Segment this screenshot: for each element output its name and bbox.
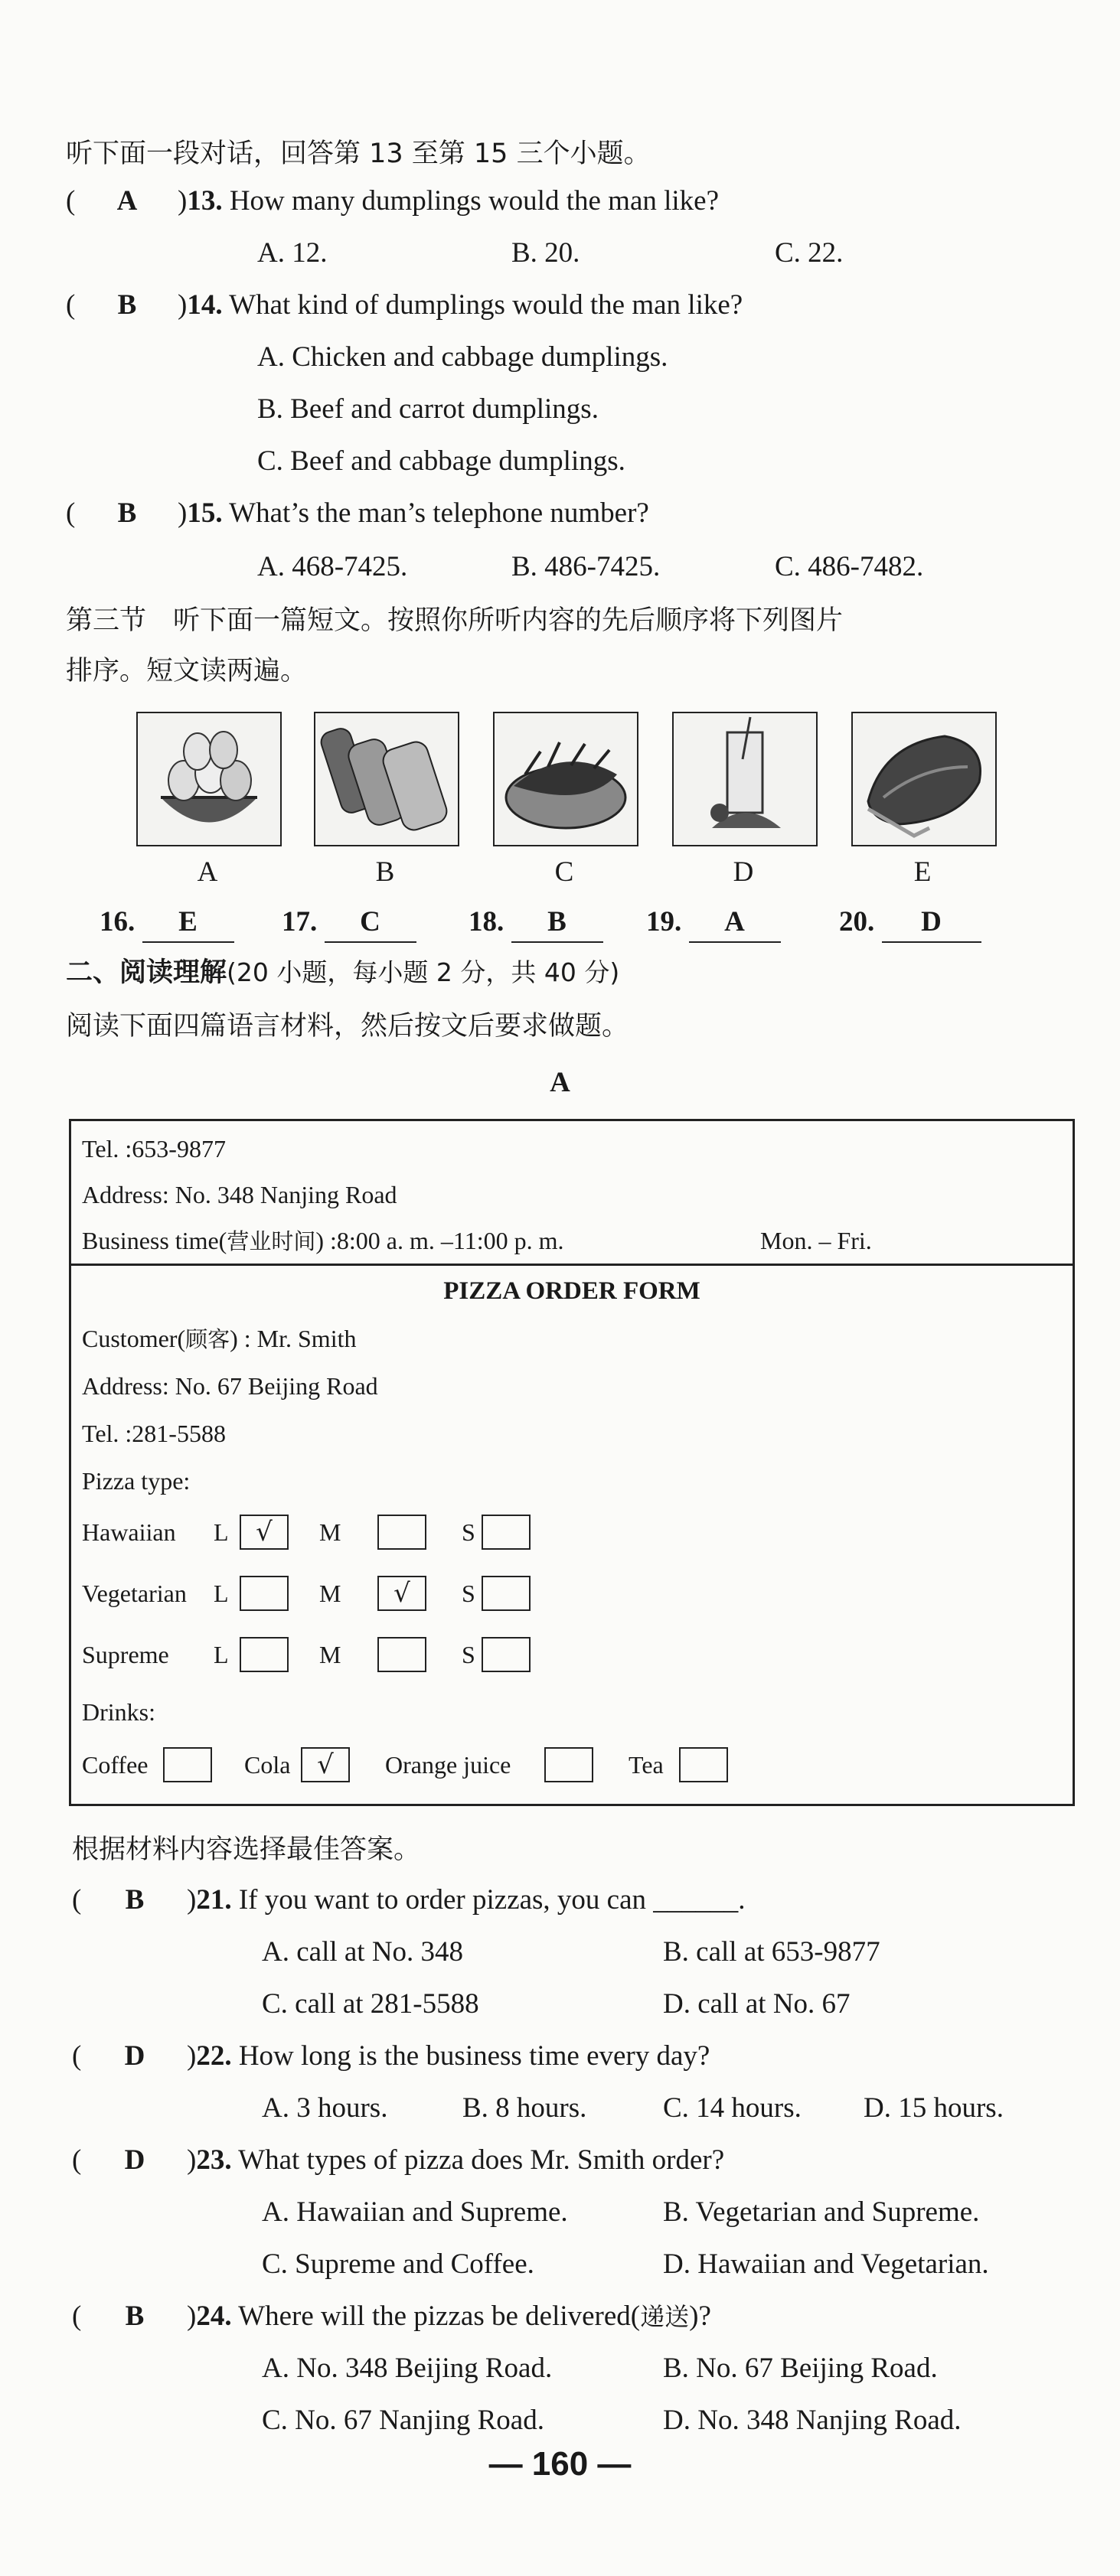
pizza-name-supreme: Supreme: [82, 1641, 169, 1668]
size-label-l: L: [214, 1580, 229, 1607]
choose-instruction: 根据材料内容选择最佳答案。: [72, 1834, 421, 1865]
paren-open: (: [66, 289, 76, 321]
size-label-m: M: [319, 1641, 341, 1668]
option-15c: C. 486-7482.: [775, 551, 924, 582]
business-time-cn: 营业时间: [227, 1228, 316, 1254]
question-text: How long is the business time every day?: [238, 2040, 710, 2072]
fish-plate-icon: [495, 713, 637, 845]
order-form-title: PIZZA ORDER FORM: [443, 1277, 700, 1305]
paren-open: (: [72, 1884, 82, 1916]
blank-answer: E: [142, 903, 234, 943]
customer-address: Address: No. 67 Beijing Road: [82, 1372, 378, 1400]
answer-15: B: [117, 497, 137, 529]
part-2-heading: [66, 954, 619, 992]
question-13: )13. How many dumplings would the man like?: [178, 185, 720, 217]
option-21c: C. call at 281-5588: [262, 1988, 479, 2020]
blank-answer: D: [882, 903, 981, 943]
pizza-name-hawaiian: Hawaiian: [82, 1518, 176, 1546]
orange-juice-checkbox: [544, 1747, 593, 1782]
blank-number: 17.: [282, 906, 318, 937]
drinks-label: Drinks:: [82, 1698, 155, 1726]
drink-orange-juice: Orange juice: [385, 1751, 511, 1779]
supreme-m-checkbox: [377, 1637, 426, 1672]
form-divider: [71, 1264, 1073, 1266]
option-23c: C. Supreme and Coffee.: [262, 2248, 534, 2280]
answer-23: D: [124, 2144, 145, 2176]
question-text: What types of pizza does Mr. Smith order?: [238, 2144, 725, 2176]
vegetarian-l-checkbox: [240, 1576, 289, 1611]
question-number: 22.: [196, 2040, 232, 2072]
cola-checkbox: √: [301, 1747, 350, 1782]
answer-13: A: [116, 185, 138, 217]
eggs-basket-icon: [138, 713, 280, 845]
tea-checkbox: [679, 1747, 728, 1782]
option-22c: C. 14 hours.: [663, 2092, 802, 2124]
option-21a: A. call at No. 348: [262, 1936, 464, 1968]
customer-cn: 顾客: [185, 1326, 230, 1352]
option-22b: B. 8 hours.: [462, 2092, 587, 2124]
section-3-instruction-line2: 排序。短文读两遍。: [66, 656, 308, 686]
supreme-s-checkbox: [482, 1637, 531, 1672]
customer-tel: Tel. :281-5588: [82, 1420, 226, 1447]
customer-label: Customer(: [82, 1325, 186, 1352]
answer-22: D: [124, 2040, 145, 2072]
section-3-instruction-line1: 第三节 听下面一篇短文。按照你所听内容的先后顺序将下列图片: [66, 605, 844, 636]
paren-open: (: [72, 2144, 82, 2176]
hawaiian-s-checkbox: [482, 1515, 531, 1550]
part-2-title: 二、阅读理解: [66, 957, 227, 988]
question-text-end: )?: [689, 2300, 711, 2332]
question-text: How many dumplings would the man like?: [229, 185, 720, 217]
question-text: Where will the pizzas be delivered(: [238, 2300, 641, 2332]
question-22: )22. How long is the business time every day?: [187, 2040, 710, 2072]
size-label-l: L: [214, 1641, 229, 1668]
question-number: 14.: [187, 289, 223, 321]
picture-label-a: A: [197, 856, 218, 888]
bread-icon: [315, 713, 458, 845]
size-label-s: S: [462, 1580, 475, 1607]
drink-cola: Cola: [244, 1751, 291, 1779]
meat-icon: [853, 713, 995, 845]
question-23: )23. What types of pizza does Mr. Smith order?: [187, 2144, 725, 2176]
shop-address: Address: No. 348 Nanjing Road: [82, 1181, 397, 1208]
supreme-l-checkbox: [240, 1637, 289, 1672]
blank-number: 19.: [646, 906, 682, 937]
part-2-note: (20 小题，每小题 2 分，共 40 分): [227, 957, 620, 987]
question-15: )15. What’s the man’s telephone number?: [178, 497, 649, 529]
intro-13-15: 听下面一段对话，回答第 13 至第 15 三个小题。: [66, 139, 651, 169]
question-14: )14. What kind of dumplings would the man like?: [178, 289, 743, 321]
picture-label-c: C: [554, 856, 574, 888]
option-24a: A. No. 348 Beijing Road.: [262, 2353, 553, 2384]
option-15b: B. 486-7425.: [511, 551, 661, 582]
page-number: — 160 —: [488, 2445, 632, 2483]
picture-e-meat: [851, 712, 997, 846]
option-23a: A. Hawaiian and Supreme.: [262, 2196, 568, 2228]
picture-label-d: D: [733, 856, 754, 888]
question-24: )24. Where will the pizzas be delivered(递送)?: [187, 2300, 711, 2332]
question-number: 21.: [196, 1884, 232, 1916]
picture-b-bread: [314, 712, 459, 846]
size-label-l: L: [214, 1518, 229, 1546]
drink-coffee: Coffee: [82, 1751, 149, 1779]
blank-answer: C: [325, 903, 416, 943]
question-number: 23.: [196, 2144, 232, 2176]
business-time-hours: ) :8:00 a. m. –11:00 p. m.: [315, 1227, 564, 1254]
blank-number: 20.: [839, 906, 875, 937]
blank-18: [469, 903, 603, 943]
question-number: 13.: [187, 185, 223, 217]
question-number: 24.: [196, 2300, 232, 2332]
pizza-name-vegetarian: Vegetarian: [82, 1580, 187, 1607]
blank-19: [646, 903, 781, 943]
customer-name: [82, 1322, 356, 1356]
shop-tel: Tel. :653-9877: [82, 1135, 226, 1162]
option-21d: D. call at No. 67: [663, 1988, 851, 2020]
question-number: 15.: [187, 497, 223, 529]
option-13c: C. 22.: [775, 237, 844, 269]
vegetarian-s-checkbox: [482, 1576, 531, 1611]
size-label-s: S: [462, 1518, 475, 1546]
blank-20: [839, 903, 981, 943]
question-text: What’s the man’s telephone number?: [229, 497, 649, 529]
option-13a: A. 12.: [257, 237, 328, 269]
question-text: If you want to order pizzas, you can ______.: [238, 1884, 746, 1916]
hawaiian-m-checkbox: [377, 1515, 426, 1550]
business-days: Mon. – Fri.: [760, 1227, 872, 1254]
option-24d: D. No. 348 Nanjing Road.: [663, 2405, 962, 2436]
blank-16: [100, 903, 234, 943]
paren-open: (: [66, 185, 76, 217]
picture-label-e: E: [913, 856, 932, 888]
answer-21: B: [125, 1884, 145, 1916]
option-24b: B. No. 67 Beijing Road.: [663, 2353, 938, 2384]
part-2-instruction: 阅读下面四篇语言材料，然后按文后要求做题。: [66, 1011, 629, 1042]
drink-tea: Tea: [629, 1751, 664, 1779]
option-21b: B. call at 653-9877: [663, 1936, 880, 1968]
passage-label: A: [550, 1067, 570, 1098]
picture-label-b: B: [375, 856, 395, 888]
business-time: [82, 1224, 563, 1258]
paren-open: (: [72, 2300, 82, 2332]
question-21: )21. If you want to order pizzas, you can ______.: [187, 1884, 746, 1916]
blank-number: 18.: [469, 906, 504, 937]
picture-c-fish: [493, 712, 638, 846]
coffee-checkbox: [163, 1747, 212, 1782]
picture-a-eggs: [136, 712, 282, 846]
size-label-s: S: [462, 1641, 475, 1668]
question-text: What kind of dumplings would the man like?: [229, 289, 743, 321]
blank-answer: B: [511, 903, 603, 943]
blank-17: [282, 903, 416, 943]
option-15a: A. 468-7425.: [257, 551, 408, 582]
drink-glass-icon: [674, 713, 816, 845]
size-label-m: M: [319, 1580, 341, 1607]
answer-24: B: [125, 2300, 145, 2332]
option-24c: C. No. 67 Nanjing Road.: [262, 2405, 544, 2436]
paren-open: (: [72, 2040, 82, 2072]
pizza-info-form: [69, 1119, 1075, 1806]
picture-d-drink: [672, 712, 818, 846]
customer-value: ) : Mr. Smith: [230, 1325, 357, 1352]
pizza-type-label: Pizza type:: [82, 1467, 191, 1495]
answer-14: B: [117, 289, 137, 321]
blank-answer: A: [689, 903, 781, 943]
question-text-cn: 递送: [640, 2302, 690, 2331]
vegetarian-m-checkbox: √: [377, 1576, 426, 1611]
business-time-label: Business time(: [82, 1227, 227, 1254]
hawaiian-l-checkbox: √: [240, 1515, 289, 1550]
option-14b: B. Beef and carrot dumplings.: [257, 393, 599, 425]
option-14c: C. Beef and cabbage dumplings.: [257, 445, 625, 477]
size-label-m: M: [319, 1518, 341, 1546]
option-23b: B. Vegetarian and Supreme.: [663, 2196, 980, 2228]
option-22d: D. 15 hours.: [864, 2092, 1004, 2124]
blank-number: 16.: [100, 906, 136, 937]
option-22a: A. 3 hours.: [262, 2092, 388, 2124]
paren-open: (: [66, 497, 76, 529]
option-13b: B. 20.: [511, 237, 580, 269]
option-23d: D. Hawaiian and Vegetarian.: [663, 2248, 989, 2280]
option-14a: A. Chicken and cabbage dumplings.: [257, 341, 668, 373]
